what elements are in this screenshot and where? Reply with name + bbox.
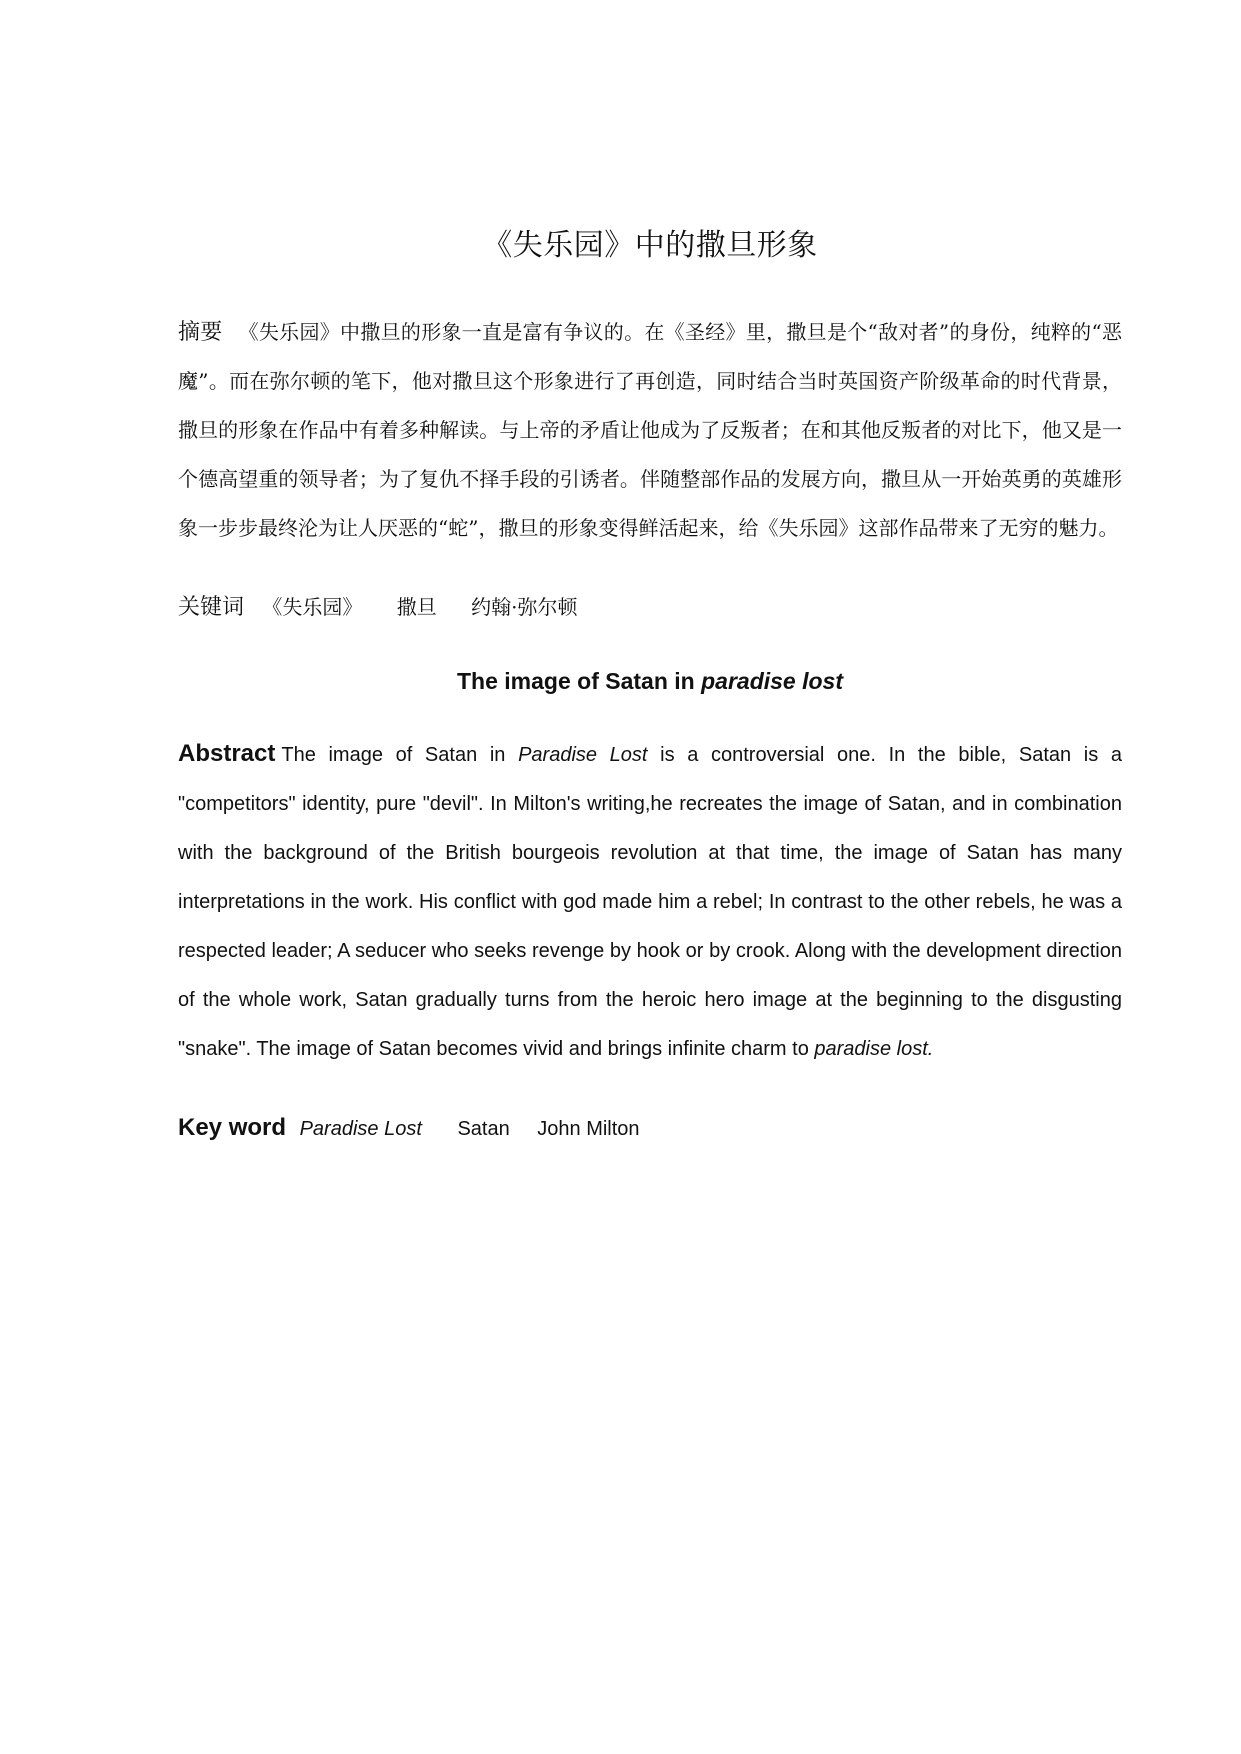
english-abstract-italic-1: Paradise Lost	[518, 744, 648, 766]
english-abstract	[178, 729, 1122, 1074]
chinese-keywords	[178, 587, 1122, 628]
english-keyword: John Milton	[537, 1118, 640, 1140]
chinese-title: 《失乐园》中的撒旦形象	[482, 228, 818, 263]
english-title-text: The image of Satan in	[457, 668, 702, 694]
chinese-keyword: 撒旦	[396, 595, 437, 619]
chinese-abstract	[178, 308, 1122, 553]
chinese-abstract-text: 《失乐园》中撒旦的形象一直是富有争议的。在《圣经》里，撒旦是个“敌对者”的身份，纯粹的“恶魔”。而在弥尔顿的笔下，他对撒旦这个形象进行了再创造，同时结合当时英国资产阶级革命的时代背景，撒旦的形象在作品中有着多种解读。与上帝的矛盾让他成为了反叛者；在和其他反叛者的对比下，他又是一个德高望重的领导者；为了复仇不择手段的引诱者。伴随整部作品的发展方向，撒旦从一开始英勇的英雄形象一步步最终沦为让人厌恶的“蛇”，撒旦的形象变得鲜活起来，给《失乐园》这部作品带来了无穷的魅力。	[178, 320, 1122, 540]
english-keywords	[178, 1108, 1122, 1149]
english-abstract-text-2: is a controversial one. In the bible, Satan is a "competitors" identity, pure "devil". In Milton's writing,he recreates the image of Satan, and in combination with the background of the British bourgeois revolution at that time, the image of Satan has many interpretations in the work. His conflict with god made him a rebel; In contrast to the other rebels, he was a respected leader; A seducer who seeks revenge by hook or by crook. Along with the development direction of the whole work, Satan gradually turns from the heroic hero image at the beginning to the disgusting "snake". The image of Satan becomes vivid and brings infinite charm to	[178, 744, 1122, 1060]
english-title	[178, 668, 1122, 695]
english-keyword: Satan	[457, 1118, 510, 1140]
chinese-keywords-label: 关键词	[178, 595, 245, 620]
english-keyword: Paradise Lost	[299, 1118, 422, 1140]
english-abstract-text-1: The image of Satan in	[281, 744, 519, 766]
english-abstract-label: Abstract	[178, 740, 276, 767]
chinese-keyword: 《失乐园》	[262, 595, 363, 619]
chinese-abstract-label: 摘要	[178, 320, 223, 345]
page-content	[178, 220, 1122, 1149]
english-abstract-italic-2: paradise lost.	[814, 1038, 934, 1060]
english-title-italic: paradise lost	[701, 668, 843, 694]
chinese-keyword: 约翰·弥尔顿	[471, 595, 578, 619]
english-keywords-label: Key word	[178, 1114, 287, 1141]
